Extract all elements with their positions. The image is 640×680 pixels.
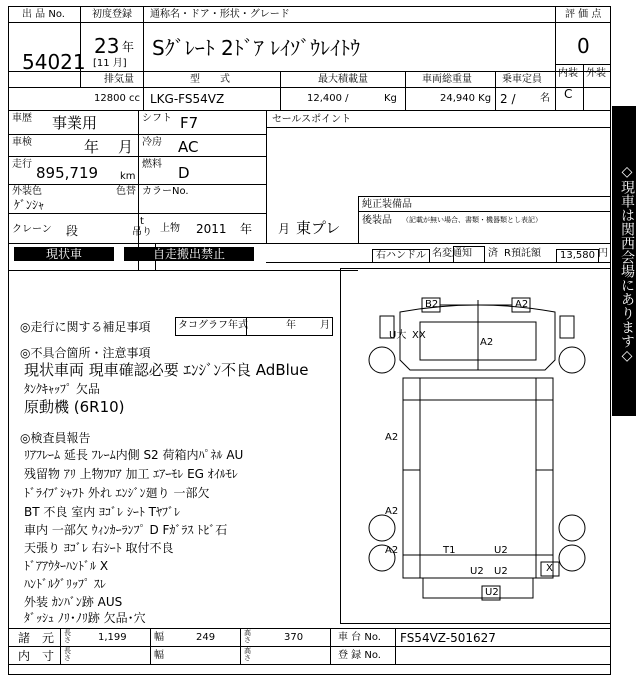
inspector-title: ◎検査員報告 bbox=[20, 431, 91, 445]
driving-title: ◎走行に関する補足事項 bbox=[20, 320, 151, 334]
inspection-label: 車検 bbox=[12, 137, 32, 148]
body-label: 上物 bbox=[160, 223, 180, 234]
ownership-change-label: 名変通知 bbox=[432, 248, 472, 259]
recycle-fee: 13,580 bbox=[556, 249, 599, 263]
inspector-line: ﾀﾞｯｼｭ ﾉﾘ･ﾉﾘ跡 欠品･穴 bbox=[24, 611, 146, 625]
ac-label: 冷房 bbox=[142, 137, 162, 148]
model-name: Sｸﾞﾚｰﾄ 2ﾄﾞｱ ﾚｲｿﾞｳﾚｲﾄｳ bbox=[152, 36, 361, 60]
interior-width-label: 幅 bbox=[154, 650, 164, 661]
damage-mark: A2 bbox=[385, 432, 399, 443]
recycle-fee-label: R預託額 bbox=[504, 248, 541, 259]
chassis-no: FS54VZ-501627 bbox=[400, 631, 496, 645]
capacity-unit: 名 bbox=[540, 93, 550, 104]
width: 249 bbox=[196, 632, 216, 643]
damage-mark: U大 bbox=[389, 330, 407, 341]
max-load: 12,400 / bbox=[307, 93, 349, 104]
inspector-line: 外装 ｶﾝﾊﾞﾝ跡 AUS bbox=[24, 595, 123, 609]
year-unit: 年 bbox=[122, 40, 135, 54]
mileage: 895,719 bbox=[36, 164, 99, 182]
damage-mark: T1 bbox=[443, 545, 456, 556]
damage-mark: A2 bbox=[515, 299, 529, 310]
body-year-unit: 年 bbox=[240, 222, 253, 236]
dims-label: 諸 元 bbox=[18, 631, 55, 645]
model-code: LKG-FS54VZ bbox=[150, 92, 225, 106]
lot-no: 54021 bbox=[22, 50, 86, 74]
first-reg-month: [11 月] bbox=[93, 58, 127, 69]
height: 370 bbox=[284, 632, 304, 643]
shift-label: シフト bbox=[142, 113, 172, 124]
color-code-label: カラーNo. bbox=[142, 186, 189, 197]
width-label: 幅 bbox=[154, 632, 164, 643]
tacho-year-unit: 年 bbox=[286, 320, 296, 331]
tachograph-label: タコグラフ年式 bbox=[178, 320, 248, 331]
damage-mark: XX bbox=[412, 330, 426, 341]
interior-length-label: 長さ bbox=[64, 647, 71, 662]
body-maker: 東プレ bbox=[296, 219, 341, 237]
max-load-label: 最大積載量 bbox=[318, 74, 368, 85]
inspector-line: 天張り ﾖｺﾞﾚ 右ｼｰﾄ 取付不良 bbox=[24, 541, 174, 555]
defect-line: 原動機 (6R10) bbox=[24, 398, 125, 416]
inspector-line: ﾘｱﾌﾚｰﾑ 延長 ﾌﾚｰﾑ内側 S2 荷箱内ﾊﾟﾈﾙ AU bbox=[24, 448, 244, 462]
displacement: 12800 cc bbox=[94, 93, 140, 104]
inspector-line: 残留物 ｱﾘ 上物ﾌﾛｱ 加工 ｴｱｰﾓﾚ EG ｵｲﾙﾓﾚ bbox=[24, 467, 238, 481]
location-sidebar: ◇現車は関西会場にあります◇ bbox=[612, 106, 636, 416]
capacity-label: 乗車定員 bbox=[502, 74, 542, 85]
fuel-label: 燃料 bbox=[142, 159, 162, 170]
damage-mark: U2 bbox=[470, 566, 484, 577]
current-status-badge: 現状車 bbox=[14, 247, 114, 261]
length-label: 長さ bbox=[64, 629, 71, 644]
kg-unit: Kg bbox=[384, 93, 397, 104]
reg-no-label: 登 録 No. bbox=[338, 650, 381, 661]
steering-label: 右ハンドル bbox=[372, 249, 430, 263]
crane-label: クレーン bbox=[12, 224, 52, 235]
mileage-unit: km bbox=[120, 171, 136, 182]
model-code-label: 型 式 bbox=[190, 74, 230, 85]
score: 0 bbox=[577, 34, 590, 58]
interior-grade: C bbox=[564, 87, 573, 101]
gvw-label: 車両総重量 bbox=[422, 74, 472, 85]
score-label: 評 価 点 bbox=[565, 9, 602, 20]
crane-stage-unit: 段 bbox=[66, 224, 79, 238]
interior-dims-label: 内 寸 bbox=[18, 649, 55, 663]
lot-no-label: 出 品 No. bbox=[22, 9, 65, 20]
model-name-label: 通称名・ドア・形状・グレード bbox=[150, 9, 290, 20]
interior-height-label: 高さ bbox=[244, 647, 251, 662]
damage-mark: A2 bbox=[385, 545, 399, 556]
first-reg-year: 23 bbox=[94, 34, 120, 58]
ownership-change-box bbox=[453, 246, 485, 263]
height-label: 高さ bbox=[244, 629, 251, 644]
defect-line: 現状車両 現車確認必要 ｴﾝｼﾞﾝ不良 AdBlue bbox=[24, 361, 309, 379]
damage-mark: B2 bbox=[425, 299, 439, 310]
chassis-label: 車 台 No. bbox=[338, 632, 381, 643]
damage-mark: U2 bbox=[494, 545, 508, 556]
inspection-month-unit: 月 bbox=[118, 138, 134, 156]
sales-point-label: セールスポイント bbox=[272, 114, 352, 125]
body-year: 2011 bbox=[196, 222, 227, 236]
interior-label: 内装 bbox=[558, 68, 578, 79]
inspector-line: ﾄﾞﾗｲﾌﾞｼｬﾌﾄ 外れ ｴﾝｼﾞﾝ廻り 一部欠 bbox=[24, 486, 210, 500]
equipment-label: 純正装備品 bbox=[362, 199, 412, 210]
tacho-month-unit: 月 bbox=[320, 320, 330, 331]
defect-line: ﾀﾝｸｷｬｯﾌﾟ 欠品 bbox=[24, 382, 100, 396]
damage-mark: X bbox=[546, 563, 553, 574]
length: 1,199 bbox=[98, 632, 127, 643]
shift: F7 bbox=[180, 114, 199, 132]
ext-color: ｹﾞﾝｼｬ bbox=[14, 198, 45, 212]
capacity: 2 / bbox=[500, 92, 516, 106]
mileage-label: 走行 bbox=[12, 159, 32, 170]
aftermarket-label: 後装品 bbox=[362, 215, 392, 226]
fuel: D bbox=[178, 164, 190, 182]
inspector-line: BT 不良 室内 ﾖｺﾞﾚ ｼｰﾄ Tﾔﾌﾞﾚ bbox=[24, 505, 180, 519]
inspector-line: ﾄﾞｱｱｳﾀｰﾊﾝﾄﾞﾙ X bbox=[24, 559, 109, 573]
ext-color-label: 外装色 bbox=[12, 186, 42, 197]
first-reg-label: 初度登録 bbox=[92, 9, 132, 20]
aftermarket-note: （記載が無い場合、書類・機器類とし表記） bbox=[402, 216, 542, 224]
damage-mark: U2 bbox=[494, 566, 508, 577]
displacement-label: 排気量 bbox=[104, 74, 134, 85]
ac: AC bbox=[178, 138, 199, 156]
yen-unit: 円 bbox=[598, 248, 608, 259]
inspector-line: 車内 一部欠 ｳｨﾝｶｰﾗﾝﾌﾟ D Fｶﾞﾗｽ ﾄﾋﾞ石 bbox=[24, 523, 228, 537]
inspector-line: ﾊﾝﾄﾞﾙｸﾞﾘｯﾌﾟ ｽﾚ bbox=[24, 577, 106, 591]
crane-t-unit: t bbox=[140, 216, 144, 227]
recycle-label: 済 bbox=[488, 248, 498, 259]
gvw: 24,940 Kg bbox=[440, 93, 492, 104]
history: 事業用 bbox=[52, 114, 98, 132]
no-selfdrive-badge: 自走搬出禁止 bbox=[124, 247, 254, 261]
crane-hook-unit: 吊り bbox=[132, 227, 152, 238]
exterior-label: 外装 bbox=[586, 68, 606, 79]
defects-title: ◎不具合箇所・注意事項 bbox=[20, 346, 151, 360]
damage-mark: A2 bbox=[480, 337, 494, 348]
history-label: 車歴 bbox=[12, 113, 32, 124]
color-no-label: 色替 bbox=[116, 186, 136, 197]
inspection-year-unit: 年 bbox=[84, 138, 100, 156]
body-month-unit: 月 bbox=[278, 222, 291, 236]
damage-mark: A2 bbox=[385, 506, 399, 517]
damage-mark: U2 bbox=[485, 587, 499, 598]
